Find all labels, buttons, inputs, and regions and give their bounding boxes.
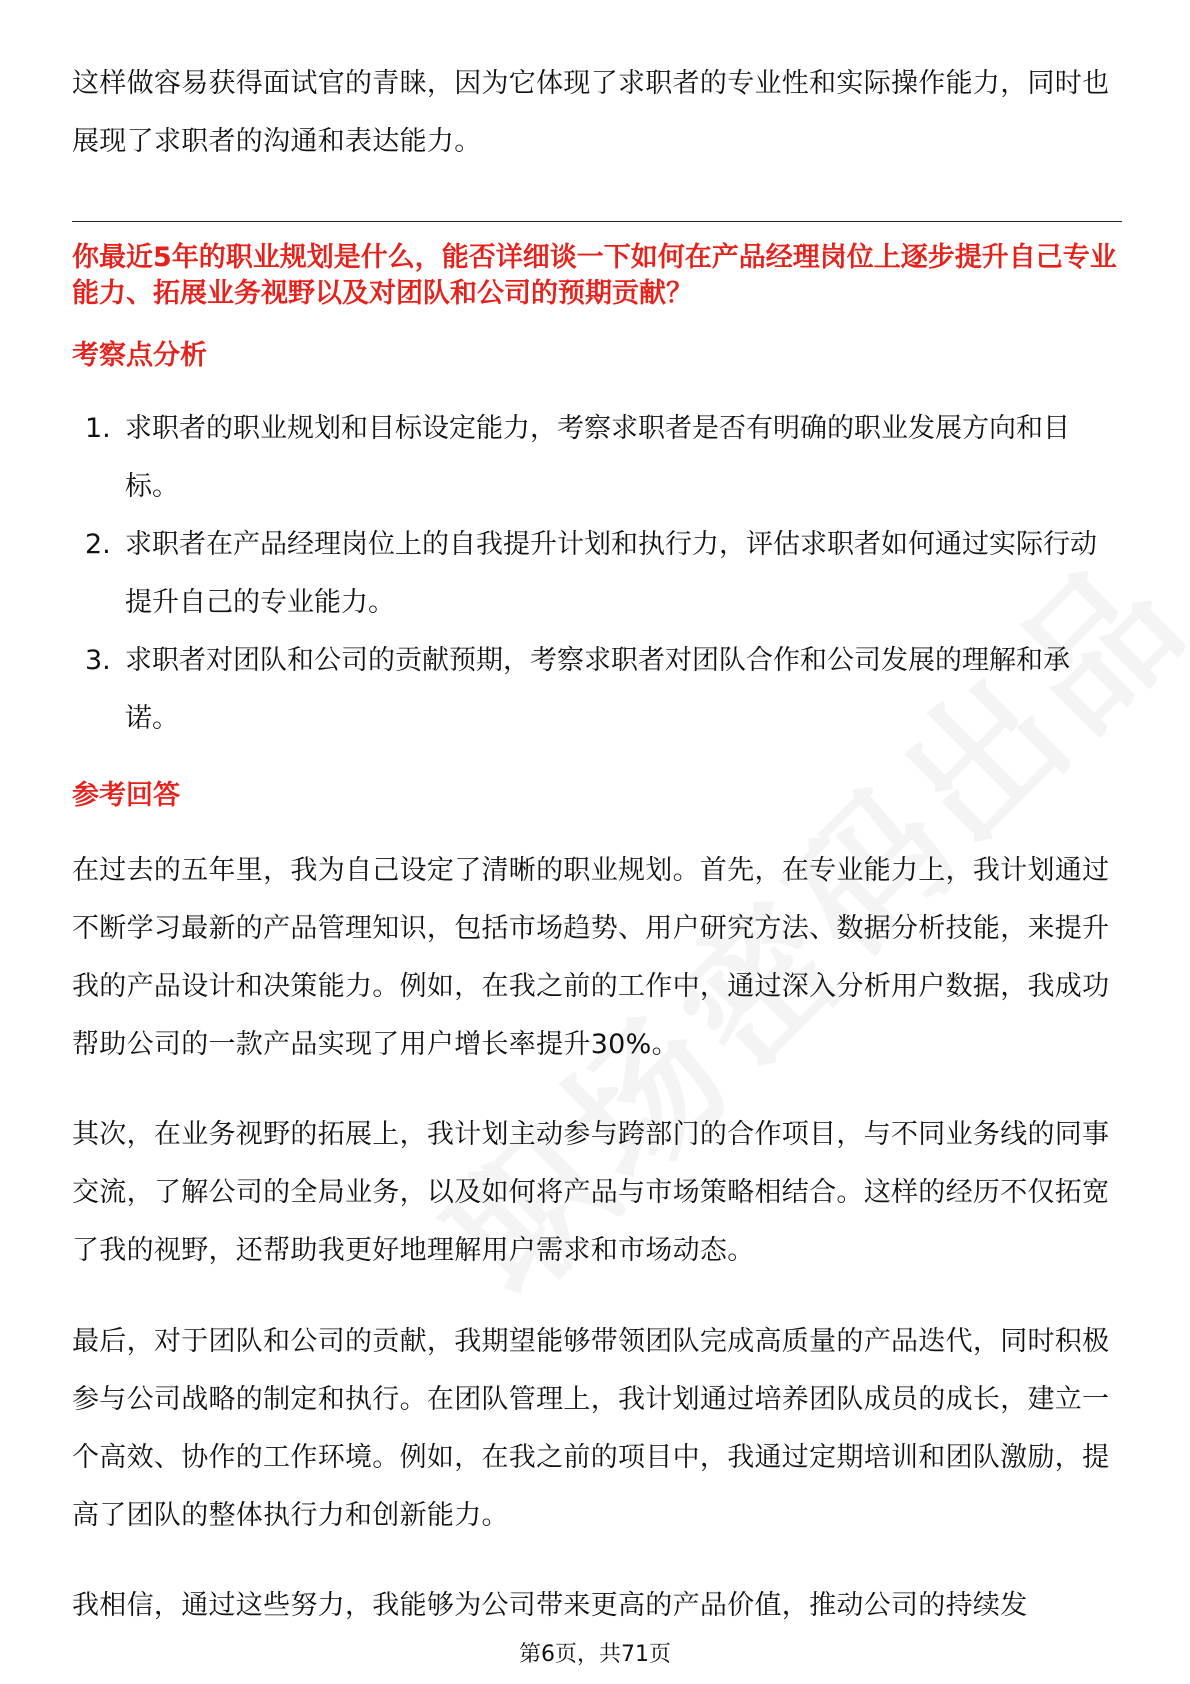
page-footer: 第6页，共71页 bbox=[519, 1642, 671, 1667]
answer-paragraph: 我相信，通过这些努力，我能够为公司带来更高的产品价值，推动公司的持续发 bbox=[72, 1590, 1028, 1621]
list-item bbox=[72, 632, 1122, 748]
analysis-title: 考察点分析 bbox=[72, 340, 207, 371]
answer-paragraph: 在过去的五年里，我为自己设定了清晰的职业规划。首先，在专业能力上，我计划通过不断学习最新的产品管理知识，包括市场趋势、用户研究方法、数据分析技能，来提升我的产品设计和决策能力。例如，在我之前的工作中，通过深入分析用户数据，我成功帮助公司的一款产品实现了用户增长率提升30%。 bbox=[72, 855, 1110, 1060]
section-divider bbox=[72, 221, 1122, 222]
list-item-text: 求职者在产品经理岗位上的自我提升计划和执行力，评估求职者如何通过实际行动提升自己的专业能力。 bbox=[125, 529, 1097, 618]
list-item-text: 求职者对团队和公司的贡献预期，考察求职者对团队合作和公司发展的理解和承诺。 bbox=[125, 645, 1070, 734]
list-item bbox=[72, 516, 1122, 632]
answer-paragraph: 最后，对于团队和公司的贡献，我期望能够带领团队完成高质量的产品迭代，同时积极参与公司战略的制定和执行。在团队管理上，我计划通过培养团队成员的成长，建立一个高效、协作的工作环境。例如，在我之前的项目中，我通过定期培训和团队激励，提高了团队的整体执行力和创新能力。 bbox=[72, 1326, 1110, 1531]
list-item-number: 1. bbox=[85, 413, 111, 444]
answer-title: 参考回答 bbox=[72, 780, 180, 811]
intro-paragraph: 这样做容易获得面试官的青睐，因为它体现了求职者的专业性和实际操作能力，同时也展现了求职者的沟通和表达能力。 bbox=[72, 68, 1110, 157]
list-item bbox=[72, 400, 1122, 516]
list-item-text: 求职者的职业规划和目标设定能力，考察求职者是否有明确的职业发展方向和目标。 bbox=[125, 413, 1070, 502]
analysis-list bbox=[72, 400, 1122, 748]
answer-paragraph: 其次，在业务视野的拓展上，我计划主动参与跨部门的合作项目，与不同业务线的同事交流，了解公司的全局业务，以及如何将产品与市场策略相结合。这样的经历不仅拓宽了我的视野，还帮助我更好地理解用户需求和市场动态。 bbox=[72, 1119, 1110, 1266]
list-item-number: 2. bbox=[85, 529, 111, 560]
question-heading: 你最近5年的职业规划是什么，能否详细谈一下如何在产品经理岗位上逐步提升自己专业能力、拓展业务视野以及对团队和公司的预期贡献？ bbox=[72, 242, 1117, 309]
list-item-number: 3. bbox=[85, 645, 111, 676]
